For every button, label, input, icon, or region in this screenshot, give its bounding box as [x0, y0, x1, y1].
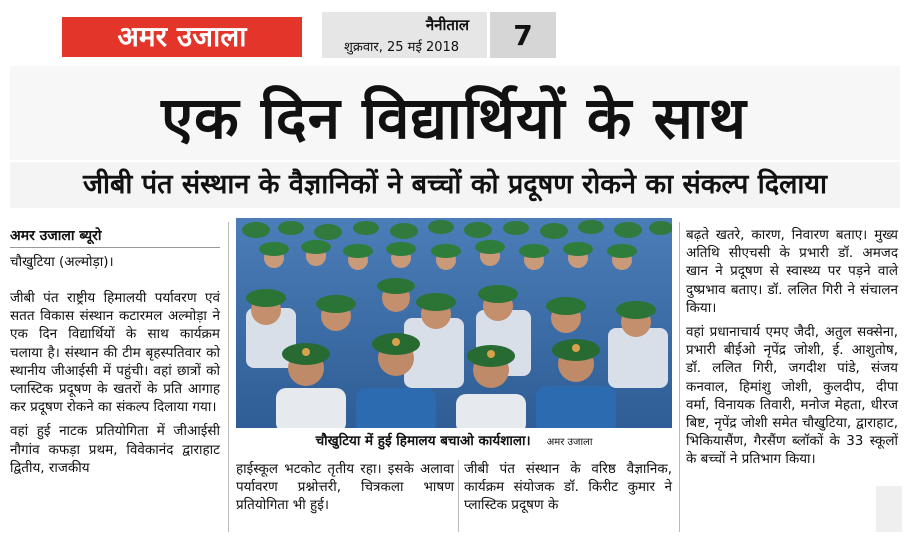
byline-divider	[10, 247, 220, 248]
paragraph: वहां प्रधानाचार्य एमए जैदी, अतुल सक्सेना, प्रभारी बीईओ नृपेंद्र जोशी, ई. आशुतोष, डॉ. ललित गिरी, जगदीश पांडे, संजय कनवाल, हिमांशु जोशी, कुलदीप, दीपा वर्मा, विनायक तिवारी, मनोज मेहता, धीरज बिष्ट, नृपेंद्र जोशी समेत चौखुटिया, द्वाराहाट, भिकियासैंण, गैरसैंण ब्लॉकों के 33 स्कूलों के बच्चों ने प्रतिभाग किया।	[686, 324, 898, 468]
column-divider	[458, 460, 459, 532]
caption-text: चौखुटिया में हुई हिमालय बचाओ कार्यशाला।	[315, 433, 531, 449]
article-column-2: हाईस्कूल भटकोट तृतीय रहा। इसके अलावा पर्यावरण प्रश्नोत्तरी, चित्रकला भाषण प्रतियोगिता भी हुई।	[236, 461, 454, 514]
edition-date: शुक्रवार, 25 मई 2018	[344, 40, 460, 55]
margin-mark	[876, 486, 902, 532]
photo-credit: अमर उजाला	[546, 437, 593, 448]
paragraph: जीबी पंत राष्ट्रीय हिमालयी पर्यावरण एवं सतत विकास संस्थान कटारमल अल्मोड़ा ने एक दिन विद्यार्थियों के साथ कार्यक्रम चलाया है। संस्थान की टीम बृहस्पतिवार को स्थानीय जीआईसी में पहुंची। वहां छात्रों को प्लास्टिक प्रदूषण के खतरों के प्रति आगाह कर प्रदूषण रोकने का संकल्प दिलाया गया।	[10, 290, 220, 416]
paragraph: बढ़ते खतरे, कारण, निवारण बताए। मुख्य अतिथि सीएचसी के प्रभारी डॉ. अमजद खान ने प्रदूषण से स्वास्थ्य पर पड़ने वाले दुष्प्रभाव बताए। डॉ. ललित गिरी ने संचालन किया।	[686, 227, 898, 316]
subheadline: जीबी पंत संस्थान के वैज्ञानिकों ने बच्चों को प्रदूषण रोकने का संकल्प दिलाया	[82, 169, 828, 200]
logo-text: अमर उजाला	[65, 20, 299, 54]
article-column-1	[10, 289, 220, 483]
column-divider	[679, 222, 680, 532]
students-photo-illustration	[236, 218, 672, 428]
edition-city: नैनीताल	[425, 16, 469, 34]
paragraph: वहां हुई नाटक प्रतियोगिता में जीआईसी नौगांव कफड़ा प्रथम, विवेकानंद द्वाराहाट द्वितीय, राजकीय	[10, 423, 220, 476]
column-divider	[228, 222, 229, 532]
article-column-3: जीबी पंत संस्थान के वरिष्ठ वैज्ञानिक, कार्यक्रम संयोजक डॉ. किरीट कुमार ने प्लास्टिक प्रदूषण के	[464, 461, 672, 514]
dateline-place: चौखुटिया (अल्मोड़ा)।	[10, 254, 114, 270]
article-photo	[236, 218, 672, 428]
dateline-box	[322, 12, 487, 58]
page-number: 7	[490, 12, 556, 58]
newspaper-logo	[62, 17, 302, 57]
byline: अमर उजाला ब्यूरो	[10, 228, 102, 244]
photo-caption	[236, 430, 672, 454]
headline: एक दिन विद्यार्थियों के साथ	[161, 84, 747, 152]
article-column-4	[686, 226, 898, 475]
